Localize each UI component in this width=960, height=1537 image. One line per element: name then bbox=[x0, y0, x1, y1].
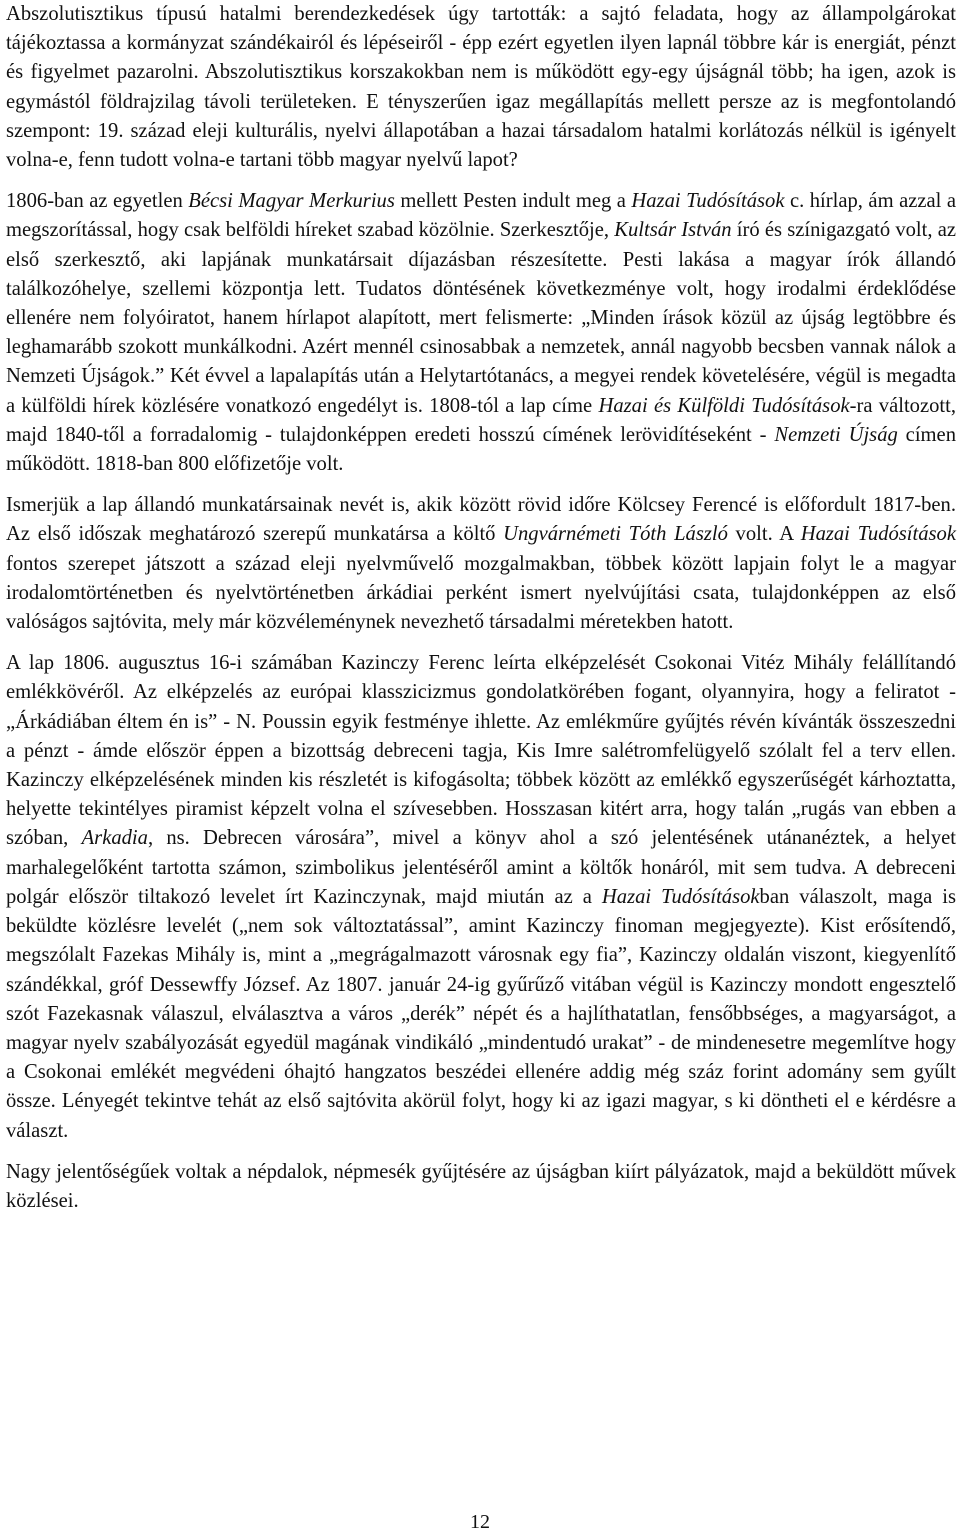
paragraph bbox=[6, 187, 956, 479]
italic-title-text: Hazai Tudósítások bbox=[800, 523, 956, 546]
italic-title-text: Hazai és Külföldi Tudósítások bbox=[598, 394, 850, 417]
paragraph bbox=[6, 649, 956, 1145]
paragraph-text: ban válaszolt, maga is beküldte közlésre levelét („nem sok változtatással”, amint Kazinczy finoman megjegyezte). Kist erősítendő, megszólalt Fazekas Mihály is, mint a „megrágalmazott városnak egy fia”, Kazinczy oldalán viszont, kiegyenlítő szándékkal, gróf Dessewffy József. Az 1807. január 24-ig gyűrűző vitában végül is Kazinczy mondott engesztelő szót Fazekasnak válaszul, elválasztva a város „derék” népét és a hajlíthatatlan, fensőbbséges, a magyarságot, a magyar nyelv szabályozását egyedül magának vindikáló „mindentudó urakat” - de mindenesetre megemlítve hogy a Csokonai emlékét megvédeni óhajtó hangzatos beszédei ellenére addig még száz forint adomány sem gyűlt össze. Lényegét tekintve tehát az első sajtóvita akörül folyt, hogy ki az igazi magyar, s ki döntheti el e kérdésre a választ. bbox=[6, 885, 957, 1142]
paragraph bbox=[6, 491, 956, 637]
paragraph-text: címen működött. 1818-ban 800 előfizetője volt. bbox=[6, 423, 956, 476]
italic-title-text: Hazai Tudósítások bbox=[631, 190, 785, 213]
paragraph-text: 1806-ban az egyetlen bbox=[6, 190, 189, 213]
italic-title-text: Kultsár István bbox=[614, 219, 732, 242]
paragraph-text: volt. A bbox=[727, 523, 801, 546]
paragraph-text: Abszolutisztikus típusú hatalmi berendezkedések úgy tartották: a sajtó feladata, hogy az állampolgárokat tájékoztassa a kormányzat szándékairól és lépéseiről - épp ezért egyetlen ilyen lapnál többre kár is energiát, pénzt és figyelmet pazarolni. Abszolutisztikus korszakokban nem is működött egy-egy újságnál több; ha igen, azok is egymástól földrajzilag távoli területeken. E tényszerűen igaz megállapítás mellett persze az is megfontolandó szempont: 19. század eleji kulturális, nyelvi állapotában a hazai társadalom hatalmi korlátozás nélkül is igényelt volna-e, fenn tudott volna-e tartani több magyar nyelvű lapot? bbox=[6, 3, 956, 172]
paragraph-text: fontos szerepet játszott a század eleji nyelvművelő mozgalmakban, többek között lapjain folyt le a magyar irodalomtörténetben és nyelvtörténetben árkádiai perként ismert nyelvújítási csata, tulajdonképpen az első valóságos sajtóvita, mely már közvéleménynek nevezhető társadalmi méretekben hatott. bbox=[6, 552, 956, 634]
paragraph-text: , ns. Debrecen városára”, mivel a könyv ahol a szó jelentésének utánanéztek, a helyet marhalegelőként tartotta számon, szimbolikus jelentéséről amint a költők honáról, mit sem tudva. A debreceni polgár először tiltakozó levelet írt Kazinczynak, majd miután az a bbox=[6, 827, 957, 908]
paragraph bbox=[6, 0, 956, 175]
italic-title-text: Bécsi Magyar Merkurius bbox=[188, 190, 395, 213]
paragraph-text: Ismerjük a lap állandó munkatársainak nevét is, akik között rövid időre Kölcsey Ferencé is előfordult 1817-ben. Az első időszak meghatározó szerepű munkatársa a költő bbox=[6, 494, 956, 546]
paragraph-text: Nagy jelentőségűek voltak a népdalok, népmesék gyűjtésére az újságban kiírt pályázatok, majd a beküldött művek közlései. bbox=[6, 1160, 956, 1212]
italic-title-text: Arkadia bbox=[81, 827, 148, 850]
document-page bbox=[6, 0, 956, 1216]
body-text bbox=[6, 0, 956, 1216]
paragraph-text: író és színigazgató volt, az első szerkesztő, aki lapjának munkatársait díjazásban részesítette. Pesti lakása a magyar írók állandó találkozóhelye, szellemi központja lett. Tudatos döntésének következménye volt, hogy irodalmi érdeklődése ellenére nem folyóiratot, hanem hírlapot alapított, mert felismerte: „Minden írások közül az újság legtöbbre és leghamarább szokott munkálkodni. Azért mennél csinosabbak a nemzetek, annál nagyobb becsben vannak nálok a Nemzeti Újságok.” Két évvel a lapalapítás után a Helytartótanács, a megyei rendek követelésére, végül is megadta a külföldi hírek közlésére vonatkozó engedélyt is. 1808-tól a lap címe bbox=[6, 219, 956, 417]
paragraph-text: c. hírlap, ám azzal a megszorítással, hogy csak belföldi híreket szabad közölnie. Szerkesztője, bbox=[6, 190, 956, 242]
italic-title-text: Hazai Tudósítások bbox=[601, 885, 760, 908]
italic-title-text: Ungvárnémeti Tóth László bbox=[503, 523, 728, 546]
page-number: 12 bbox=[470, 1511, 490, 1533]
paragraph-text: A lap 1806. augusztus 16-i számában Kazinczy Ferenc leírta elképzelését Csokonai Vitéz Mihály felállítandó emlékkövéről. Az elképzelés az európai klasszicizmus gondolatkörében fogant, olyannyira, hogy a feliratot - „Árkádiában éltem én is” - N. Poussin egyik festménye ihlette. Az emlékműre gyűjtés révén kívánták összeszedni a pénzt - ámde először éppen a bizottság debreceni tagja, Kis Imre salétromfelügyelő szólalt fel a terv ellen. Kazinczy elképzelésének minden kis részletét is kifogásolta; többek között az emlékkő egyszerűségét kárhoztatta, helyette tekintélyes piramist képzelt volna el szívesebben. Hosszasan kitért arra, hogy talán „rugás van ebben a szóban, bbox=[6, 652, 956, 850]
italic-title-text: Nemzeti Újság bbox=[774, 423, 898, 446]
paragraph-text: mellett Pesten indult meg a bbox=[394, 190, 632, 213]
paragraph-text: -ra változott, majd 1840-től a forradalomig - tulajdonképpen eredeti hosszú címének lerövidítéseként - bbox=[6, 394, 956, 446]
paragraph bbox=[6, 1158, 956, 1216]
